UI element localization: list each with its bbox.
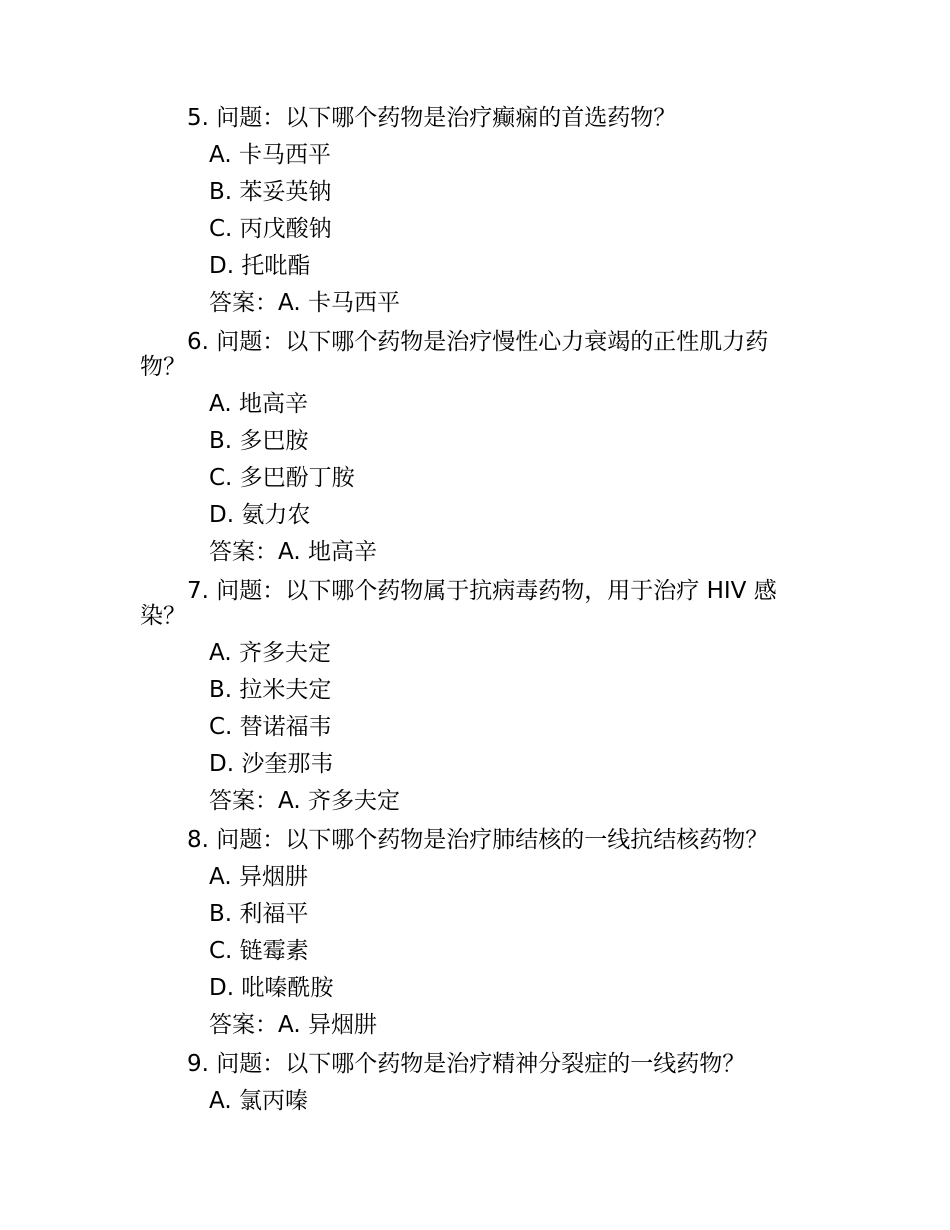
- option-b: B. 利福平: [209, 901, 309, 927]
- option-a: A. 异烟肼: [209, 864, 308, 890]
- question-block-9: [0, 1052, 950, 1120]
- option-b: B. 拉米夫定: [209, 677, 332, 703]
- question-text: 6. 问题：以下哪个药物是治疗慢性心力衰竭的正性肌力药物？: [140, 329, 769, 380]
- question-block-7: [0, 579, 950, 820]
- answer-text: 答案：A. 异烟肼: [209, 1012, 377, 1038]
- option-a: A. 地高辛: [209, 391, 308, 417]
- option-d: D. 氨力农: [209, 502, 311, 528]
- option-c: C. 替诺福韦: [209, 714, 332, 740]
- question-text: 5. 问题：以下哪个药物是治疗癫痫的首选药物？: [187, 105, 677, 131]
- option-c: C. 多巴酚丁胺: [209, 465, 355, 491]
- answer-text: 答案：A. 齐多夫定: [209, 788, 400, 814]
- question-text: 9. 问题：以下哪个药物是治疗精神分裂症的一线药物？: [187, 1051, 746, 1077]
- option-a: A. 氯丙嗪: [209, 1088, 308, 1114]
- question-block-8: [0, 828, 950, 1044]
- answer-text: 答案：A. 卡马西平: [209, 290, 400, 316]
- option-a: A. 齐多夫定: [209, 640, 331, 666]
- question-block-5: [0, 106, 950, 322]
- option-c: C. 链霉素: [209, 938, 309, 964]
- answer-text: 答案：A. 地高辛: [209, 539, 377, 565]
- option-c: C. 丙戊酸钠: [209, 216, 332, 242]
- question-block-6: [0, 330, 950, 571]
- option-d: D. 吡嗪酰胺: [209, 975, 334, 1001]
- option-b: B. 多巴胺: [209, 428, 309, 454]
- option-a: A. 卡马西平: [209, 142, 331, 168]
- question-text: 8. 问题：以下哪个药物是治疗肺结核的一线抗结核药物？: [187, 827, 769, 853]
- option-d: D. 托吡酯: [209, 253, 311, 279]
- option-d: D. 沙奎那韦: [209, 751, 334, 777]
- option-b: B. 苯妥英钠: [209, 179, 332, 205]
- question-text: 7. 问题：以下哪个药物属于抗病毒药物，用于治疗 HIV 感染？: [140, 578, 777, 629]
